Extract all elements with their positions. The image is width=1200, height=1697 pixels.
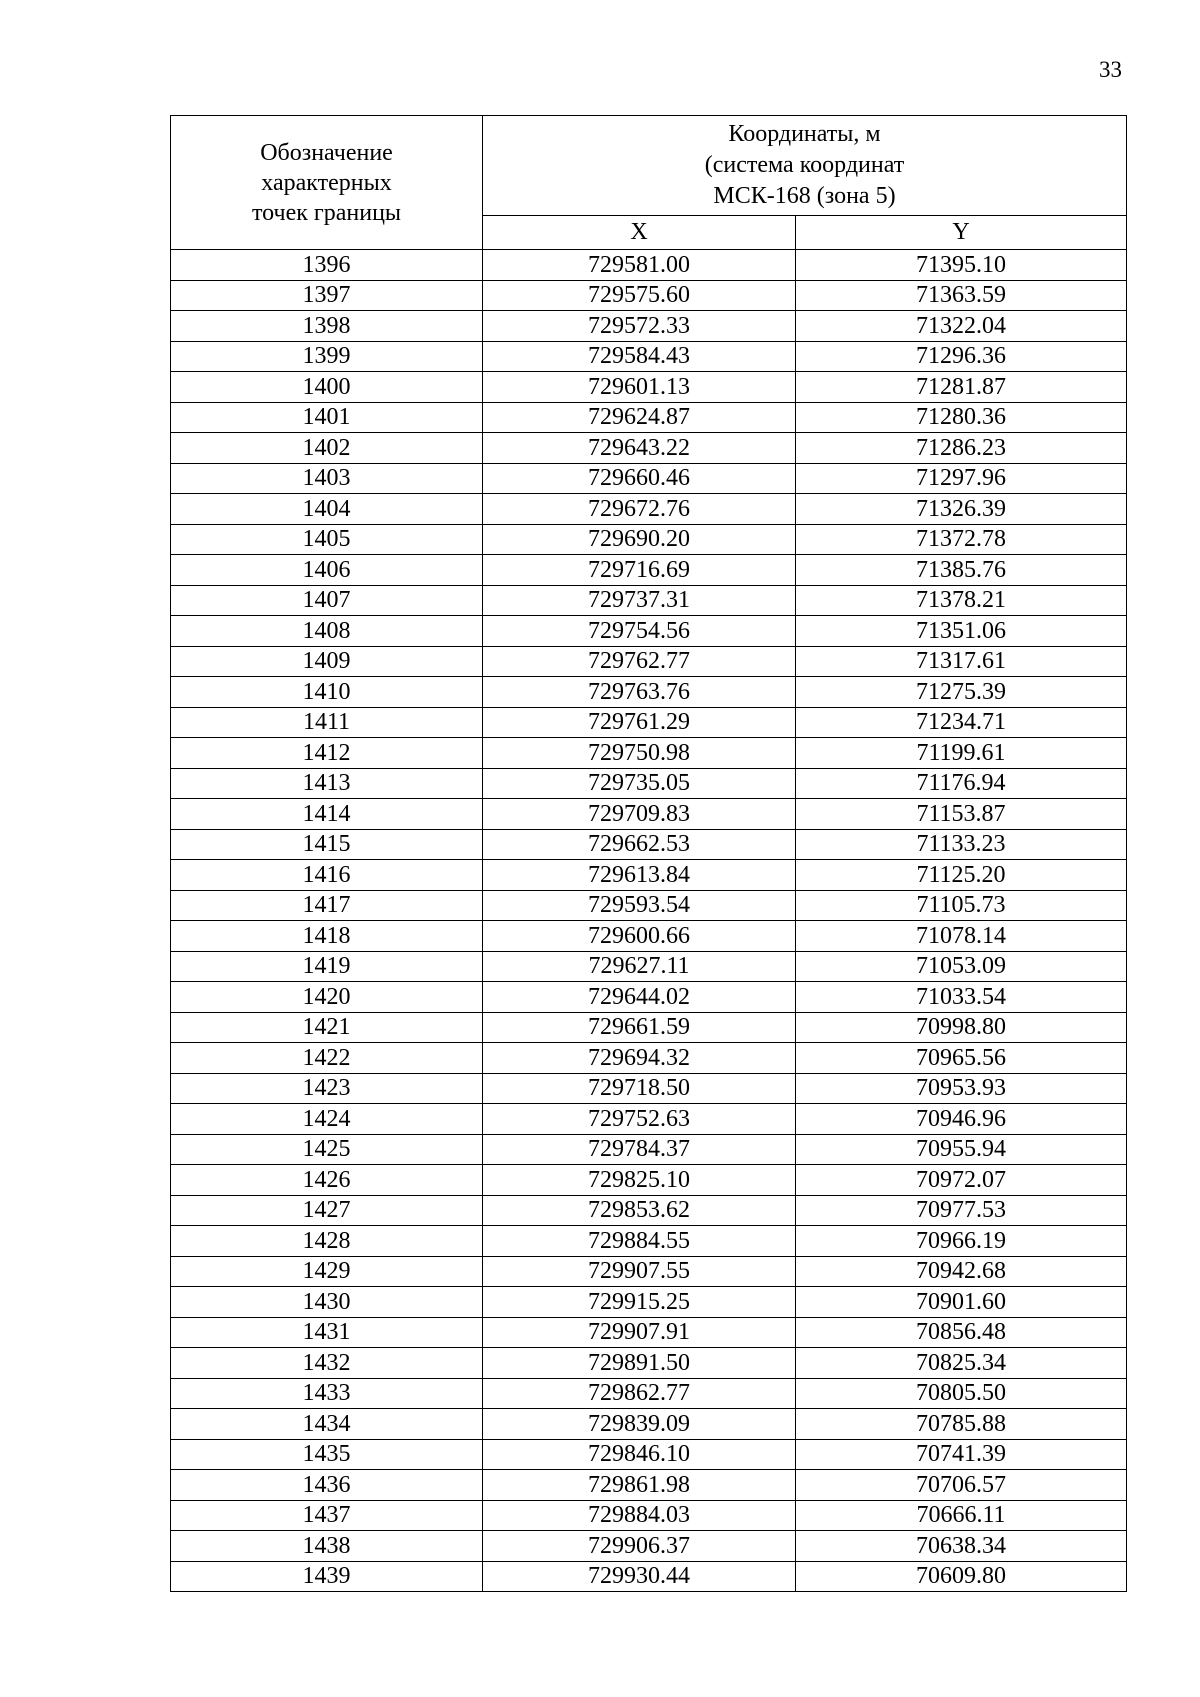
table-row <box>171 1195 1127 1226</box>
point-id-cell: 1438 <box>171 1531 483 1562</box>
point-id-cell: 1405 <box>171 524 483 555</box>
table-row <box>171 1409 1127 1440</box>
y-coordinate-cell: 71395.10 <box>796 250 1127 281</box>
table-row <box>171 1073 1127 1104</box>
point-id-cell: 1408 <box>171 616 483 647</box>
point-id-cell: 1415 <box>171 829 483 860</box>
x-coordinate-cell: 729784.37 <box>483 1134 796 1165</box>
x-coordinate-cell: 729825.10 <box>483 1165 796 1196</box>
x-coordinate-cell: 729907.55 <box>483 1256 796 1287</box>
header-coordinates: Координаты, м (система координат МСК-168 (зона 5) <box>483 116 1127 216</box>
table-row <box>171 890 1127 921</box>
table-row <box>171 707 1127 738</box>
x-coordinate-cell: 729761.29 <box>483 707 796 738</box>
table-row <box>171 463 1127 494</box>
point-id-cell: 1403 <box>171 463 483 494</box>
point-id-cell: 1433 <box>171 1378 483 1409</box>
y-coordinate-cell: 71297.96 <box>796 463 1127 494</box>
point-id-cell: 1437 <box>171 1500 483 1531</box>
x-coordinate-cell: 729690.20 <box>483 524 796 555</box>
table-row <box>171 1378 1127 1409</box>
x-coordinate-cell: 729627.11 <box>483 951 796 982</box>
x-coordinate-cell: 729762.77 <box>483 646 796 677</box>
x-coordinate-cell: 729572.33 <box>483 311 796 342</box>
y-coordinate-cell: 70856.48 <box>796 1317 1127 1348</box>
y-coordinate-cell: 70965.56 <box>796 1043 1127 1074</box>
point-id-cell: 1411 <box>171 707 483 738</box>
point-id-cell: 1404 <box>171 494 483 525</box>
table-row <box>171 524 1127 555</box>
x-coordinate-cell: 729661.59 <box>483 1012 796 1043</box>
x-coordinate-cell: 729891.50 <box>483 1348 796 1379</box>
x-coordinate-cell: 729601.13 <box>483 372 796 403</box>
table-row <box>171 1500 1127 1531</box>
x-coordinate-cell: 729718.50 <box>483 1073 796 1104</box>
y-coordinate-cell: 71372.78 <box>796 524 1127 555</box>
table-row <box>171 1043 1127 1074</box>
x-coordinate-cell: 729907.91 <box>483 1317 796 1348</box>
y-coordinate-cell: 71153.87 <box>796 799 1127 830</box>
y-coordinate-cell: 71105.73 <box>796 890 1127 921</box>
y-coordinate-cell: 70706.57 <box>796 1470 1127 1501</box>
table-row <box>171 1470 1127 1501</box>
y-coordinate-cell: 70609.80 <box>796 1561 1127 1592</box>
table-row <box>171 860 1127 891</box>
point-id-cell: 1417 <box>171 890 483 921</box>
table-row <box>171 677 1127 708</box>
table-row <box>171 738 1127 769</box>
point-id-cell: 1397 <box>171 280 483 311</box>
x-coordinate-cell: 729763.76 <box>483 677 796 708</box>
point-id-cell: 1414 <box>171 799 483 830</box>
table-row <box>171 494 1127 525</box>
coordinates-table <box>170 115 1127 1592</box>
table-row <box>171 311 1127 342</box>
y-coordinate-cell: 70998.80 <box>796 1012 1127 1043</box>
point-id-cell: 1431 <box>171 1317 483 1348</box>
y-coordinate-cell: 71234.71 <box>796 707 1127 738</box>
y-coordinate-cell: 70805.50 <box>796 1378 1127 1409</box>
point-id-cell: 1407 <box>171 585 483 616</box>
table-row <box>171 341 1127 372</box>
x-coordinate-cell: 729575.60 <box>483 280 796 311</box>
y-coordinate-cell: 71385.76 <box>796 555 1127 586</box>
table-row <box>171 1317 1127 1348</box>
y-coordinate-cell: 71286.23 <box>796 433 1127 464</box>
header-x: X <box>483 215 796 249</box>
table-row <box>171 646 1127 677</box>
point-id-cell: 1398 <box>171 311 483 342</box>
point-id-cell: 1426 <box>171 1165 483 1196</box>
table-row <box>171 616 1127 647</box>
x-coordinate-cell: 729884.55 <box>483 1226 796 1257</box>
x-coordinate-cell: 729672.76 <box>483 494 796 525</box>
point-id-cell: 1428 <box>171 1226 483 1257</box>
point-id-cell: 1413 <box>171 768 483 799</box>
table-row <box>171 982 1127 1013</box>
x-coordinate-cell: 729884.03 <box>483 1500 796 1531</box>
y-coordinate-cell: 71033.54 <box>796 982 1127 1013</box>
point-id-cell: 1432 <box>171 1348 483 1379</box>
table-row <box>171 402 1127 433</box>
table-row <box>171 951 1127 982</box>
y-coordinate-cell: 70972.07 <box>796 1165 1127 1196</box>
table-row <box>171 433 1127 464</box>
point-id-cell: 1406 <box>171 555 483 586</box>
y-coordinate-cell: 70966.19 <box>796 1226 1127 1257</box>
point-id-cell: 1420 <box>171 982 483 1013</box>
table-row <box>171 1287 1127 1318</box>
table-row <box>171 555 1127 586</box>
table-row <box>171 1104 1127 1135</box>
point-id-cell: 1409 <box>171 646 483 677</box>
point-id-cell: 1419 <box>171 951 483 982</box>
header-point-designation: Обозначение характерных точек границы <box>171 116 483 250</box>
x-coordinate-cell: 729624.87 <box>483 402 796 433</box>
x-coordinate-cell: 729581.00 <box>483 250 796 281</box>
point-id-cell: 1430 <box>171 1287 483 1318</box>
y-coordinate-cell: 71199.61 <box>796 738 1127 769</box>
y-coordinate-cell: 70942.68 <box>796 1256 1127 1287</box>
x-coordinate-cell: 729662.53 <box>483 829 796 860</box>
table-row <box>171 1134 1127 1165</box>
point-id-cell: 1434 <box>171 1409 483 1440</box>
y-coordinate-cell: 70955.94 <box>796 1134 1127 1165</box>
y-coordinate-cell: 71078.14 <box>796 921 1127 952</box>
point-id-cell: 1421 <box>171 1012 483 1043</box>
x-coordinate-cell: 729593.54 <box>483 890 796 921</box>
x-coordinate-cell: 729735.05 <box>483 768 796 799</box>
x-coordinate-cell: 729613.84 <box>483 860 796 891</box>
point-id-cell: 1435 <box>171 1439 483 1470</box>
point-id-cell: 1399 <box>171 341 483 372</box>
table-row <box>171 768 1127 799</box>
x-coordinate-cell: 729643.22 <box>483 433 796 464</box>
table-row <box>171 1256 1127 1287</box>
point-id-cell: 1396 <box>171 250 483 281</box>
x-coordinate-cell: 729915.25 <box>483 1287 796 1318</box>
table-row <box>171 1165 1127 1196</box>
y-coordinate-cell: 71281.87 <box>796 372 1127 403</box>
x-coordinate-cell: 729737.31 <box>483 585 796 616</box>
table-row <box>171 280 1127 311</box>
x-coordinate-cell: 729861.98 <box>483 1470 796 1501</box>
point-id-cell: 1416 <box>171 860 483 891</box>
point-id-cell: 1401 <box>171 402 483 433</box>
y-coordinate-cell: 71176.94 <box>796 768 1127 799</box>
point-id-cell: 1436 <box>171 1470 483 1501</box>
x-coordinate-cell: 729930.44 <box>483 1561 796 1592</box>
x-coordinate-cell: 729600.66 <box>483 921 796 952</box>
y-coordinate-cell: 71275.39 <box>796 677 1127 708</box>
y-coordinate-cell: 71326.39 <box>796 494 1127 525</box>
y-coordinate-cell: 70946.96 <box>796 1104 1127 1135</box>
x-coordinate-cell: 729906.37 <box>483 1531 796 1562</box>
y-coordinate-cell: 70741.39 <box>796 1439 1127 1470</box>
y-coordinate-cell: 71053.09 <box>796 951 1127 982</box>
y-coordinate-cell: 71296.36 <box>796 341 1127 372</box>
x-coordinate-cell: 729754.56 <box>483 616 796 647</box>
y-coordinate-cell: 70953.93 <box>796 1073 1127 1104</box>
point-id-cell: 1429 <box>171 1256 483 1287</box>
table-row <box>171 921 1127 952</box>
x-coordinate-cell: 729660.46 <box>483 463 796 494</box>
table-row <box>171 829 1127 860</box>
y-coordinate-cell: 71317.61 <box>796 646 1127 677</box>
x-coordinate-cell: 729644.02 <box>483 982 796 1013</box>
point-id-cell: 1425 <box>171 1134 483 1165</box>
table-row <box>171 1226 1127 1257</box>
header-y: Y <box>796 215 1127 249</box>
x-coordinate-cell: 729709.83 <box>483 799 796 830</box>
point-id-cell: 1439 <box>171 1561 483 1592</box>
table-row <box>171 1439 1127 1470</box>
y-coordinate-cell: 71363.59 <box>796 280 1127 311</box>
table-row <box>171 799 1127 830</box>
x-coordinate-cell: 729752.63 <box>483 1104 796 1135</box>
y-coordinate-cell: 71280.36 <box>796 402 1127 433</box>
table-body <box>171 250 1127 1592</box>
x-coordinate-cell: 729584.43 <box>483 341 796 372</box>
y-coordinate-cell: 71378.21 <box>796 585 1127 616</box>
x-coordinate-cell: 729716.69 <box>483 555 796 586</box>
x-coordinate-cell: 729839.09 <box>483 1409 796 1440</box>
y-coordinate-cell: 70825.34 <box>796 1348 1127 1379</box>
y-coordinate-cell: 70901.60 <box>796 1287 1127 1318</box>
y-coordinate-cell: 70666.11 <box>796 1500 1127 1531</box>
point-id-cell: 1402 <box>171 433 483 464</box>
y-coordinate-cell: 71125.20 <box>796 860 1127 891</box>
x-coordinate-cell: 729750.98 <box>483 738 796 769</box>
table-row <box>171 1348 1127 1379</box>
table-row <box>171 1531 1127 1562</box>
table-row <box>171 250 1127 281</box>
x-coordinate-cell: 729853.62 <box>483 1195 796 1226</box>
x-coordinate-cell: 729846.10 <box>483 1439 796 1470</box>
table-header <box>171 116 1127 250</box>
page-number: 33 <box>1099 57 1122 82</box>
point-id-cell: 1400 <box>171 372 483 403</box>
table-row <box>171 1561 1127 1592</box>
y-coordinate-cell: 71322.04 <box>796 311 1127 342</box>
point-id-cell: 1424 <box>171 1104 483 1135</box>
y-coordinate-cell: 70785.88 <box>796 1409 1127 1440</box>
table-row <box>171 585 1127 616</box>
point-id-cell: 1422 <box>171 1043 483 1074</box>
point-id-cell: 1423 <box>171 1073 483 1104</box>
point-id-cell: 1412 <box>171 738 483 769</box>
point-id-cell: 1427 <box>171 1195 483 1226</box>
x-coordinate-cell: 729862.77 <box>483 1378 796 1409</box>
y-coordinate-cell: 71351.06 <box>796 616 1127 647</box>
point-id-cell: 1410 <box>171 677 483 708</box>
table-row <box>171 372 1127 403</box>
y-coordinate-cell: 70638.34 <box>796 1531 1127 1562</box>
y-coordinate-cell: 71133.23 <box>796 829 1127 860</box>
x-coordinate-cell: 729694.32 <box>483 1043 796 1074</box>
table-row <box>171 1012 1127 1043</box>
y-coordinate-cell: 70977.53 <box>796 1195 1127 1226</box>
point-id-cell: 1418 <box>171 921 483 952</box>
